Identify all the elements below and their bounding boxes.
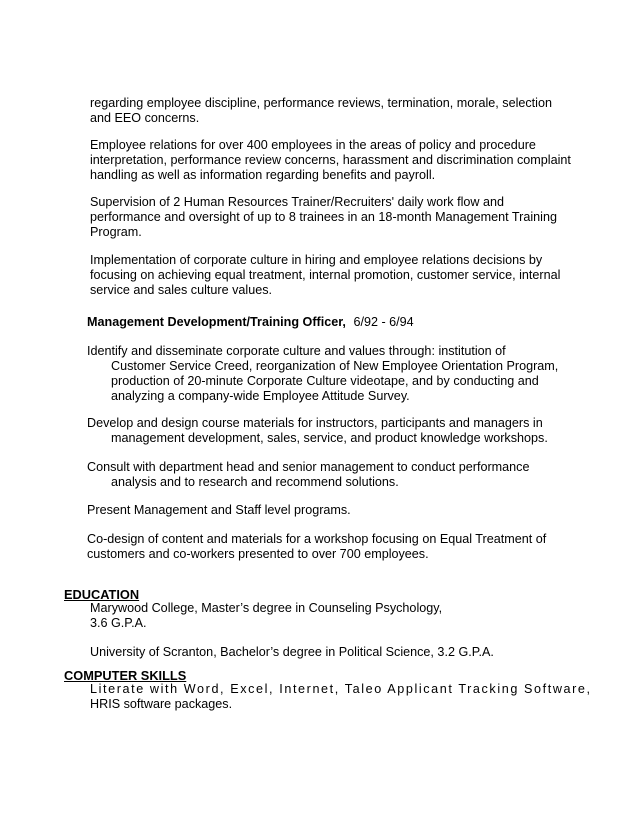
computer-skills-text xyxy=(90,682,592,712)
text-line: Implementation of corporate culture in hiring and employee relations decisions by xyxy=(90,253,543,267)
job-duty xyxy=(87,503,351,518)
job-duty xyxy=(87,416,548,446)
job-duty xyxy=(87,532,546,562)
education-heading: EDUCATION xyxy=(64,587,140,602)
text-line: interpretation, performance review concerns, harassment and discrimination complaint xyxy=(90,153,571,167)
text-line: 3.6 G.P.A. xyxy=(90,616,147,630)
text-line: focusing on achieving equal treatment, internal promotion, customer service, internal xyxy=(90,268,561,282)
text-line: analysis and to research and recommend solutions. xyxy=(111,475,399,489)
responsibility-paragraph xyxy=(90,253,560,298)
text-line: performance and oversight of up to 8 trainees in an 18-month Management Training xyxy=(90,210,557,224)
text-line: regarding employee discipline, performance reviews, termination, morale, selection xyxy=(90,96,552,110)
job-duty xyxy=(87,460,529,490)
responsibility-paragraph xyxy=(90,195,557,240)
text-line: Co-design of content and materials for a workshop focusing on Equal Treatment of xyxy=(87,532,547,546)
computer-skills-heading: COMPUTER SKILLS xyxy=(64,668,187,683)
text-line: Identify and disseminate corporate culture and values through: institution of xyxy=(87,344,506,358)
education-entry xyxy=(90,645,494,660)
text-line: Develop and design course materials for instructors, participants and managers in xyxy=(87,416,543,430)
text-line: Supervision of 2 Human Resources Trainer/Recruiters' daily work flow and xyxy=(90,195,504,209)
job-title: Management Development/Training Officer, xyxy=(87,315,346,329)
text-line: handling as well as information regarding benefits and payroll. xyxy=(90,168,436,182)
text-line: and EEO concerns. xyxy=(90,111,200,125)
text-line: Consult with department head and senior management to conduct performance xyxy=(87,460,530,474)
text-line: University of Scranton, Bachelor’s degree in Political Science, 3.2 G.P.A. xyxy=(90,645,494,659)
text-line: Literate with Word, Excel, Internet, Taleo Applicant Tracking Software, xyxy=(90,682,592,696)
text-line: production of 20-minute Corporate Culture videotape, and by conducting and xyxy=(111,374,539,388)
text-line: management development, sales, service, and product knowledge workshops. xyxy=(111,431,548,445)
text-line: HRIS software packages. xyxy=(90,697,233,711)
text-line: service and sales culture values. xyxy=(90,283,273,297)
text-line: analyzing a company-wide Employee Attitude Survey. xyxy=(111,389,410,403)
text-line: Marywood College, Master’s degree in Counseling Psychology, xyxy=(90,601,443,615)
job-heading xyxy=(87,315,414,330)
text-line: customers and co-workers presented to over 700 employees. xyxy=(87,547,429,561)
job-duty xyxy=(87,344,558,404)
job-dates: 6/92 - 6/94 xyxy=(353,315,414,329)
text-line: Employee relations for over 400 employees in the areas of policy and procedure xyxy=(90,138,536,152)
text-line: Customer Service Creed, reorganization of New Employee Orientation Program, xyxy=(111,359,559,373)
text-line: Present Management and Staff level programs. xyxy=(87,503,351,517)
responsibility-paragraph xyxy=(90,96,552,126)
responsibility-paragraph xyxy=(90,138,571,183)
education-entry xyxy=(90,601,442,631)
text-line: Program. xyxy=(90,225,142,239)
